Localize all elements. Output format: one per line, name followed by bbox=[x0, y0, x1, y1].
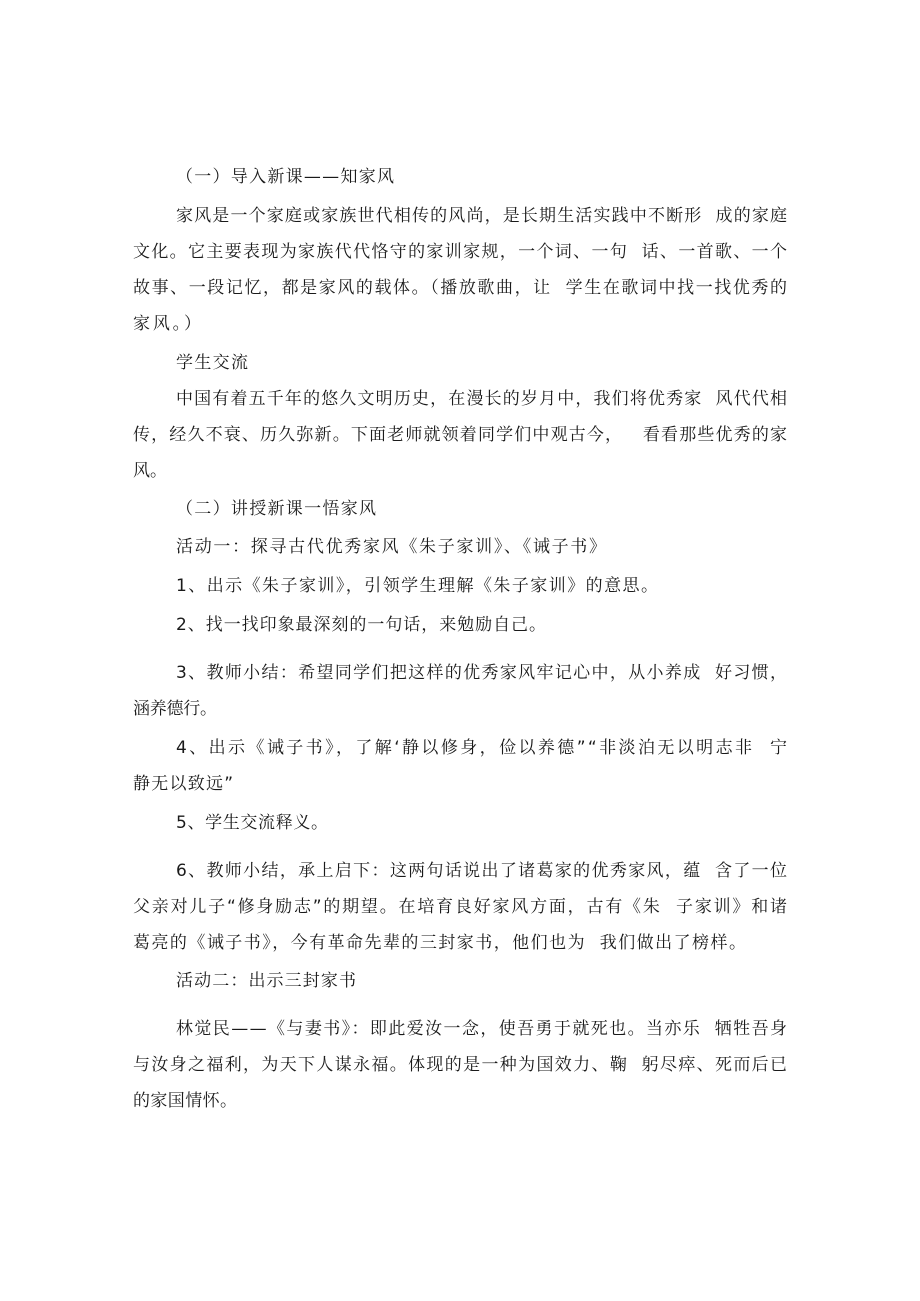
paragraph-line: 故事、一段记忆，都是家风的载体。（播放歌曲，让 学生在歌词中找一找优秀的 bbox=[133, 278, 789, 298]
paragraph-line: 2、找一找印象最深刻的一句话，来勉励自己。 bbox=[176, 615, 547, 635]
heading-teach: （二）讲授新课一悟家风 bbox=[176, 499, 378, 519]
paragraph-line: 传，经久不衰、历久弥新。下面老师就领着同学们中观古今， 看看那些优秀的家 bbox=[133, 425, 789, 445]
heading-intro: （一）导入新课——知家风 bbox=[176, 167, 396, 187]
paragraph-line: 风。 bbox=[133, 461, 167, 481]
paragraph-line: 与汝身之福利，为天下人谋永福。体现的是一种为国效力、鞠 躬尽瘁、死而后已 bbox=[133, 1055, 789, 1075]
paragraph-line: 1、出示《朱子家训》，引领学生理解《朱子家训》的意思。 bbox=[176, 576, 660, 596]
paragraph-line: 涵养德行。 bbox=[133, 699, 217, 719]
paragraph-line: 6、教师小结，承上启下：这两句话说出了诸葛家的优秀家风，蕴 含了一位 bbox=[176, 861, 789, 881]
paragraph-line: 父亲对儿子“修身励志”的期望。在培育良好家风方面，古有《朱 子家训》和诸 bbox=[133, 897, 789, 917]
paragraph-line: 4、出示《诫子书》，了解‘静以修身，俭以养德”“非淡泊无以明志非 宁 bbox=[176, 738, 790, 758]
paragraph-line: 林觉民——《与妻书》：即此爱汝一念，使吾勇于就死也。当亦乐 牺牲吾身 bbox=[176, 1019, 789, 1039]
heading-activity-two: 活动二：出示三封家书 bbox=[176, 971, 358, 991]
paragraph-line: 静无以致远” bbox=[133, 774, 235, 794]
paragraph-line: 家风。） bbox=[133, 314, 204, 334]
paragraph-line: 的家国情怀。 bbox=[133, 1091, 238, 1111]
paragraph-line: 家风是一个家庭或家族世代相传的风尚，是长期生活实践中不断形 成的家庭 bbox=[176, 206, 789, 226]
paragraph-line: 文化。它主要表现为家族代代恪守的家训家规，一个词、一句 话、一首歌、一个 bbox=[133, 242, 789, 262]
paragraph-line: 葛亮的《诫子书》，今有革命先辈的三封家书，他们也为 我们做出了榜样。 bbox=[133, 933, 748, 953]
paragraph-line: 中国有着五千年的悠久文明历史，在漫长的岁月中，我们将优秀家 风代代相 bbox=[176, 389, 789, 409]
paragraph-line: 活动一：探寻古代优秀家风《朱子家训》、《诫子书》 bbox=[176, 537, 608, 557]
paragraph-line: 3、教师小结：希望同学们把这样的优秀家风牢记心中，从小养成 好习惯， bbox=[176, 663, 789, 683]
paragraph-line: 学生交流 bbox=[176, 353, 250, 373]
paragraph-line: 5、学生交流释义。 bbox=[176, 813, 329, 833]
